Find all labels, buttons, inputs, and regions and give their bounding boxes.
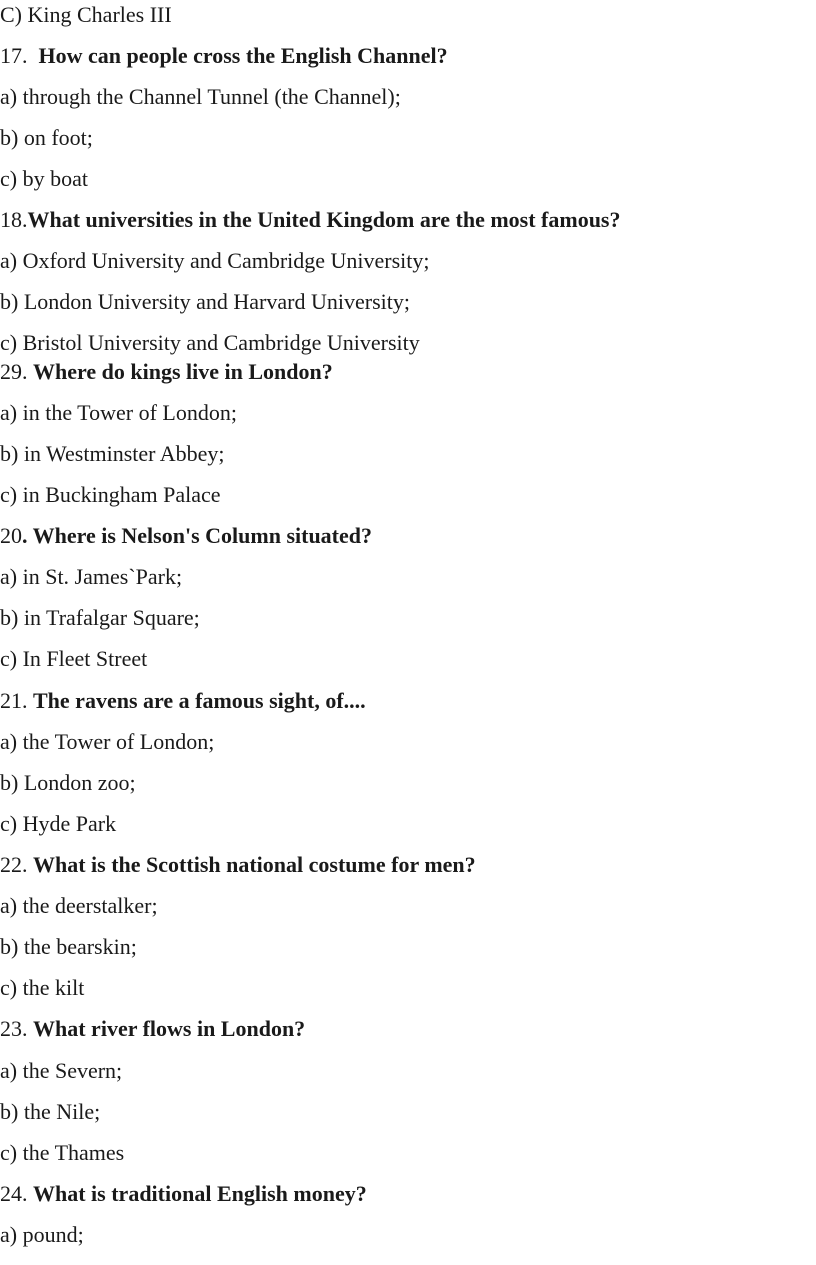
option-text: b) the bearskin; (0, 934, 137, 959)
option-line (0, 1060, 122, 1082)
option-line (0, 250, 430, 272)
option-line (0, 977, 84, 999)
option-line (0, 1224, 84, 1246)
option-line (0, 402, 237, 424)
question-text: What universities in the United Kingdom are the most famous? (27, 207, 621, 232)
question-text: . Where is Nelson's Column situated? (22, 523, 373, 548)
option-line (0, 772, 136, 794)
option-line (0, 484, 221, 506)
option-text: C) King Charles III (0, 2, 172, 27)
option-line (0, 4, 172, 26)
question-number: 29. (0, 359, 33, 384)
question-text: What is traditional English money? (33, 1181, 367, 1206)
option-line (0, 291, 410, 313)
option-text: a) in the Tower of London; (0, 400, 237, 425)
option-line (0, 648, 147, 670)
question-line (0, 361, 333, 383)
question-line (0, 854, 476, 876)
question-number: 21. (0, 688, 33, 713)
question-line (0, 525, 372, 547)
question-number: 20 (0, 523, 22, 548)
question-number: 24. (0, 1181, 33, 1206)
option-line (0, 895, 158, 917)
question-text: Where do kings live in London? (33, 359, 333, 384)
question-line (0, 1018, 305, 1040)
option-line (0, 566, 182, 588)
option-line (0, 86, 401, 108)
option-text: a) the Tower of London; (0, 729, 215, 754)
question-number: 22. (0, 852, 33, 877)
option-text: c) the Thames (0, 1140, 125, 1165)
option-line (0, 936, 137, 958)
question-text: How can people cross the English Channel? (38, 43, 448, 68)
option-line (0, 607, 200, 629)
option-text: b) London University and Harvard University; (0, 289, 410, 314)
question-number: 17. (0, 43, 39, 68)
question-number: 23. (0, 1016, 33, 1041)
option-text: b) on foot; (0, 125, 93, 150)
option-text: c) Bristol University and Cambridge University (0, 330, 420, 355)
option-text: c) in Buckingham Palace (0, 482, 221, 507)
option-text: c) by boat (0, 166, 88, 191)
question-line (0, 1183, 367, 1205)
question-line (0, 690, 366, 712)
option-text: b) London zoo; (0, 770, 136, 795)
question-text: The ravens are a famous sight, of.... (33, 688, 366, 713)
option-text: b) in Westminster Abbey; (0, 441, 225, 466)
option-line (0, 1101, 100, 1123)
option-text: a) the deerstalker; (0, 893, 158, 918)
option-text: a) through the Channel Tunnel (the Channel); (0, 84, 401, 109)
option-text: a) Oxford University and Cambridge University; (0, 248, 430, 273)
option-text: b) the Nile; (0, 1099, 101, 1124)
option-text: a) pound; (0, 1222, 84, 1247)
option-text: b) in Trafalgar Square; (0, 605, 200, 630)
option-line (0, 168, 88, 190)
option-line (0, 127, 93, 149)
option-line (0, 332, 420, 354)
option-line (0, 443, 225, 465)
option-line (0, 813, 116, 835)
option-line (0, 731, 214, 753)
question-line (0, 209, 621, 231)
option-text: c) In Fleet Street (0, 646, 148, 671)
option-line (0, 1142, 124, 1164)
option-text: a) in St. James`Park; (0, 564, 183, 589)
question-line (0, 45, 448, 67)
option-text: a) the Severn; (0, 1058, 123, 1083)
option-text: c) the kilt (0, 975, 85, 1000)
question-text: What river flows in London? (33, 1016, 306, 1041)
question-number: 18. (0, 207, 28, 232)
option-text: c) Hyde Park (0, 811, 117, 836)
question-text: What is the Scottish national costume for men? (33, 852, 476, 877)
